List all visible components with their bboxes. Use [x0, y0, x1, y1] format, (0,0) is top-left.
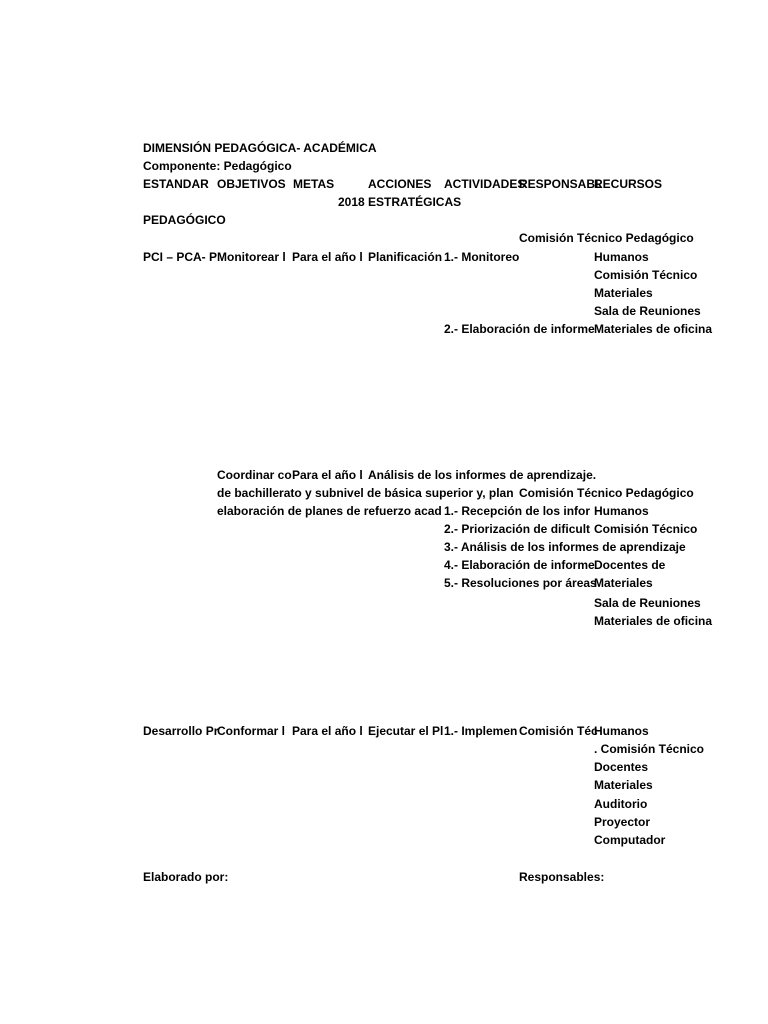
- block1-meta: Para el año l: [292, 250, 363, 264]
- column-header-acciones: ACCIONES: [368, 177, 432, 191]
- block1-estandar: PCI – PCA- P: [143, 250, 218, 264]
- block1-actividad-1: 1.- Monitoreo: [444, 250, 520, 264]
- block2-recurso: Humanos: [594, 504, 649, 518]
- block1-actividad-2: 2.- Elaboración de informe: [444, 322, 595, 336]
- block2-recurso: Materiales: [594, 576, 653, 590]
- block2-recurso: Materiales de oficina: [594, 614, 713, 628]
- column-header-actividades: ACTIVIDADES: [444, 177, 526, 191]
- block1-responsable: Comisión Técnico Pedagógico: [519, 231, 694, 245]
- block3-estandar: Desarrollo Pr: [143, 724, 219, 738]
- column-header-recursos: RECURSOS: [594, 177, 663, 191]
- block1-recurso: Comisión Técnico: [594, 268, 698, 282]
- block1-recurso: Materiales: [594, 286, 653, 300]
- block2-actividad: 5.- Resoluciones por áreas: [444, 576, 597, 590]
- footer-elaborado-por: Elaborado por:: [143, 870, 229, 884]
- block1-recurso-2: Materiales de oficina: [594, 322, 713, 336]
- block1-objetivo: Monitorear l: [217, 250, 286, 264]
- block3-recurso: Docentes: [594, 760, 649, 774]
- block3-accion: Ejecutar el Pl: [368, 724, 444, 738]
- block2-line-2: de bachillerato y subnivel de básica superior y, plan: [217, 486, 514, 500]
- block3-recurso: Humanos: [594, 724, 649, 738]
- block3-recurso: Auditorio: [594, 797, 648, 811]
- page-title: DIMENSIÓN PEDAGÓGICA- ACADÉMICA: [143, 141, 377, 155]
- block3-recurso: Proyector: [594, 815, 651, 829]
- block2-recurso: Comisión Técnico: [594, 522, 698, 536]
- block3-recurso: Computador: [594, 833, 666, 847]
- block2-responsable: Comisión Técnico Pedagógico: [519, 486, 694, 500]
- block3-responsable: Comisión Téc: [519, 724, 598, 738]
- block1-recurso: Sala de Reuniones: [594, 304, 701, 318]
- block2-objetivo: Coordinar co: [217, 468, 292, 482]
- block2-actividad: 4.- Elaboración de informe: [444, 558, 595, 572]
- block1-accion: Planificación: [368, 250, 443, 264]
- column-header-metas: METAS: [293, 177, 335, 191]
- block2-recurso: Docentes de: [594, 558, 666, 572]
- block2-line-3: elaboración de planes de refuerzo acad: [217, 504, 442, 518]
- block1-recurso: Humanos: [594, 250, 649, 264]
- block2-actividad: 2.- Priorización de dificult: [444, 522, 591, 536]
- block2-actividad: 1.- Recepción de los infor: [444, 504, 591, 518]
- footer-responsables: Responsables:: [519, 870, 605, 884]
- column-header-acciones-sub: ESTRATÉGICAS: [368, 195, 462, 209]
- block3-actividad: 1.- Implemen: [444, 724, 518, 738]
- block2-meta: Para el año l: [292, 468, 363, 482]
- section-label: PEDAGÓGICO: [143, 213, 226, 227]
- column-header-estandar: ESTANDAR: [143, 177, 209, 191]
- block3-recurso: Materiales: [594, 778, 653, 792]
- column-header-objetivos: OBJETIVOS: [217, 177, 286, 191]
- block3-meta: Para el año l: [292, 724, 363, 738]
- block2-recurso: Sala de Reuniones: [594, 596, 701, 610]
- block3-recurso: . Comisión Técnico: [594, 742, 705, 756]
- column-header-responsables: RESPONSABL: [519, 177, 603, 191]
- block3-objetivo: Conformar l: [217, 724, 286, 738]
- block2-accion: Análisis de los informes de aprendizaje.: [368, 468, 597, 482]
- block2-actividad: 3.- Análisis de los informes de aprendizaje: [444, 540, 686, 554]
- component-label: Componente: Pedagógico: [143, 159, 292, 173]
- column-header-metas-year: 2018: [338, 195, 365, 209]
